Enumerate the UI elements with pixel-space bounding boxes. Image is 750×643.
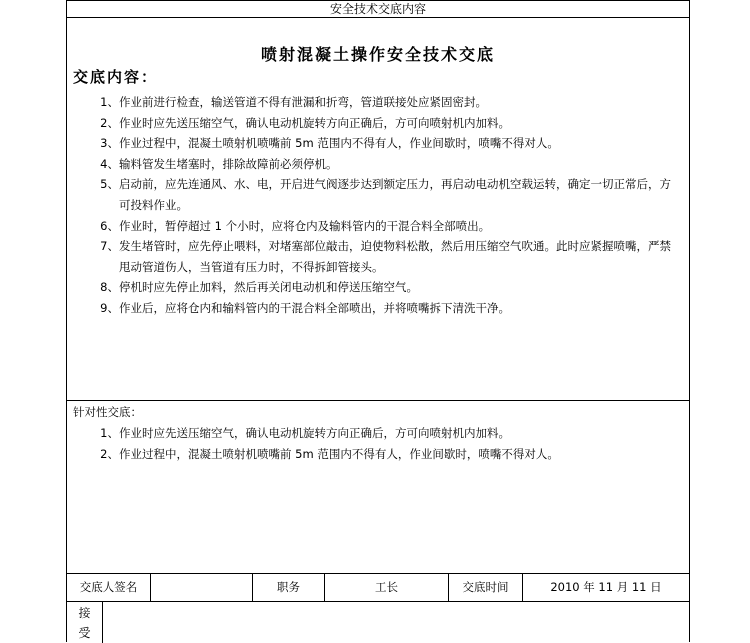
signature-row — [66, 573, 690, 602]
list-item — [97, 298, 677, 319]
disclosure-form — [66, 0, 690, 642]
content-heading: 交底内容： — [73, 68, 159, 86]
list-item — [97, 113, 677, 134]
item-text: 作业时应先送压缩空气，确认电动机旋转方向正确后，方可向喷射机内加料。 — [119, 115, 510, 130]
item-number: 1、 — [100, 95, 119, 109]
targeted-label: 针对性交底： — [73, 405, 142, 419]
item-text: 发生堵管时，应先停止喂料，对堵塞部位敲击，迫使物料松散，然后用压缩空气吹通。此时应紧握喷嘴，严禁甩动管道伤人，当管道有压力时，不得拆卸管接头。 — [119, 239, 671, 274]
item-text: 作业过程中，混凝土喷射机喷嘴前 5m 范围内不得有人，作业间歇时，喷嘴不得对人。 — [119, 447, 559, 461]
item-text: 作业后，应将仓内和输料管内的干混合料全部喷出，并将喷嘴拆下清洗干净。 — [119, 300, 510, 315]
position-label: 职务 — [253, 574, 325, 601]
list-item — [97, 216, 677, 237]
item-text: 作业时应先送压缩空气，确认电动机旋转方向正确后，方可向喷射机内加料。 — [119, 426, 510, 440]
time-value: 2010 年 11 月 11 日 — [550, 580, 662, 594]
item-number: 7、 — [100, 239, 119, 254]
page-title: 喷射混凝土操作安全技术交底 — [260, 45, 495, 64]
form-header: 安全技术交底内容 — [66, 0, 690, 18]
list-item — [97, 236, 677, 277]
item-number: 6、 — [100, 218, 119, 233]
discloser-signature-field[interactable] — [151, 574, 253, 601]
item-text: 作业前进行检查，输送管道不得有泄漏和折弯，管道联接处应紧固密封。 — [119, 95, 487, 109]
discloser-label: 交底人签名 — [67, 574, 151, 601]
item-number: 2、 — [100, 115, 119, 130]
content-list — [97, 92, 677, 319]
item-number: 5、 — [100, 177, 119, 192]
list-item — [97, 277, 677, 298]
main-section — [66, 17, 690, 401]
item-text: 停机时应先停止加料，然后再关闭电动机和停送压缩空气。 — [119, 280, 418, 295]
item-number: 9、 — [100, 300, 119, 315]
receiver-label-text: 接受 — [78, 606, 91, 640]
targeted-section — [66, 400, 690, 574]
list-item — [97, 174, 677, 215]
time-label: 交底时间 — [449, 574, 523, 601]
receiver-label — [67, 602, 103, 643]
list-item — [97, 133, 677, 154]
item-number: 3、 — [100, 136, 119, 151]
item-number: 4、 — [100, 156, 119, 171]
item-text: 作业过程中，混凝土喷射机喷嘴前 5m 范围内不得有人，作业间歇时，喷嘴不得对人。 — [119, 136, 559, 151]
item-number: 2、 — [100, 447, 119, 461]
position-value: 工长 — [325, 574, 449, 601]
list-item — [97, 423, 677, 444]
item-text: 输料管发生堵塞时，排除故障前必须停机。 — [119, 156, 338, 171]
item-text: 作业时，暂停超过 1 个小时，应将仓内及输料管内的干混合料全部喷出。 — [119, 218, 491, 233]
receiver-row — [66, 601, 690, 642]
item-number: 8、 — [100, 280, 119, 295]
targeted-list — [97, 423, 677, 465]
item-text: 启动前，应先连通风、水、电，开启进气阀逐步达到额定压力，再启动电动机空载运转，确定一切正常后，方可投料作业。 — [119, 177, 671, 212]
list-item — [97, 154, 677, 175]
list-item — [97, 92, 677, 113]
item-number: 1、 — [100, 426, 119, 440]
list-item — [97, 444, 677, 465]
